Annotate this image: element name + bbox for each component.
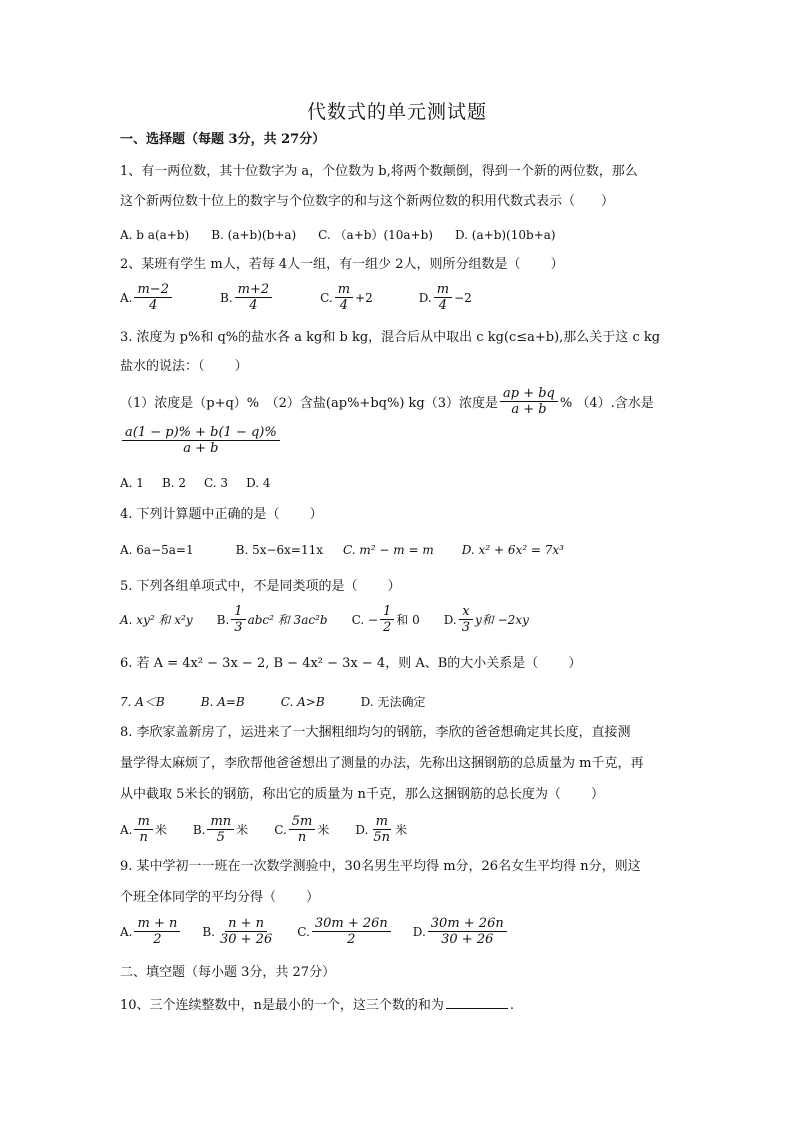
option-b: B. $\frac{1}{3}$ abc² 和 3ac²b	[216, 604, 328, 635]
question-1-options	[120, 226, 578, 243]
fraction: $\frac{1}{2}$	[380, 604, 394, 635]
question-3-items: （1）浓度是（p+q）% （2）含盐(ap%+bq%) kg（3）浓度是 $\frac{ap + bq}{a + b}$ % （4）.含水是	[120, 386, 654, 417]
fraction: $\frac{m}{n}$	[134, 814, 152, 845]
option-b: B. $\frac{mn}{5}$ 米	[192, 814, 249, 845]
option-d: D. $\frac{m}{4}$ −2	[418, 282, 472, 313]
question-10: 10、三个连续整数中，n是最小的一个，这三个数的和为 .	[120, 998, 515, 1013]
question-3-options	[120, 476, 293, 490]
question-2-text: 2、某班有学生 m人，若每 4人一组，有一组少 2人，则所分组数是（ ）	[120, 257, 564, 272]
option-a: A. xy² 和 x²y	[120, 613, 193, 627]
option-c: C. （a+b）(10a+b)	[318, 228, 433, 242]
fraction: $\frac{m}{4}$	[434, 282, 452, 313]
option-c: C. $\frac{30m + 26n}{2}$	[297, 916, 393, 947]
question-8-line-1: 8. 李欣家盖新房了，运进来了一大捆粗细均匀的钢筋，李欣的爸爸想确定其长度，直接测	[120, 725, 631, 740]
question-9-line-2: 个班全体同学的平均分得（ ）	[120, 890, 320, 905]
option-a: A. 6a−5a=1	[120, 543, 194, 557]
fraction: $\frac{m-2}{4}$	[134, 282, 172, 313]
option-c: C. 3	[204, 476, 229, 490]
question-8-line-3: 从中截取 5米长的钢筋，称出它的质量为 n千克，那么这捆钢筋的总长度为（ ）	[120, 787, 605, 802]
fraction: $\frac{1}{3}$	[231, 604, 245, 635]
fraction: $\frac{m}{5n}$	[373, 814, 391, 845]
option-b: B. A=B	[200, 694, 245, 709]
option-a: 7. A＜B	[120, 695, 165, 709]
answer-blank[interactable]	[446, 996, 508, 1009]
option-b: B. 5x−6x=11x	[235, 543, 324, 557]
question-8-options	[120, 814, 429, 845]
page-title: 代数式的单元测试题	[306, 101, 487, 123]
question-1-line-1: 1、有一两位数，其十位数字为 a，个位数为 b,将两个数颠倒，得到一个新的两位数，那么	[120, 164, 638, 179]
option-c: C. A>B	[280, 694, 325, 709]
question-5-options	[120, 604, 551, 635]
option-c: C. $\frac{m}{4}$ +2	[320, 282, 373, 313]
fraction: $\frac{m + n}{2}$	[134, 916, 180, 947]
option-d: D. $\frac{x}{3}$ y和 −2xy	[443, 604, 529, 635]
fraction: $\frac{x}{3}$	[459, 604, 473, 635]
question-4-options	[120, 543, 586, 557]
question-2-options	[120, 282, 494, 313]
fraction: $\frac{a(1 - p)\% + b(1 - q)\%}{a + b}$	[122, 425, 280, 456]
fraction: $\frac{5m}{n}$	[289, 814, 316, 845]
fraction: $\frac{ap + bq}{a + b}$	[500, 386, 558, 417]
option-d: D. $\frac{30m + 26n}{30 + 26}$	[413, 916, 509, 947]
option-b: B. 2	[161, 476, 187, 490]
question-3-line-1: 3. 浓度为 p%和 q%的盐水各 a kg和 b kg，混合后从中取出 c kg(c≤a+b),那么关于这 c kg	[120, 330, 661, 345]
fraction: $\frac{30m + 26n}{2}$	[312, 916, 391, 947]
fraction: $\frac{m}{4}$	[335, 282, 353, 313]
option-c: C. − $\frac{1}{2}$ 和 0	[351, 604, 420, 635]
option-c: C. $\frac{5m}{n}$ 米	[274, 814, 330, 845]
fraction: $\frac{mn}{5}$	[207, 814, 234, 845]
fraction: $\frac{m+2}{4}$	[235, 282, 273, 313]
option-a: A. $\frac{m-2}{4}$	[120, 282, 174, 313]
option-a: A. $\frac{m}{n}$ 米	[120, 814, 167, 845]
option-b: B. $\frac{m+2}{4}$	[220, 282, 274, 313]
option-d: D. $\frac{m}{5n}$ 米	[355, 814, 408, 845]
question-6-text: 6. 若 A = 4x² − 3x − 2, B − 4x² − 3x − 4，则 A、B的大小关系是（ ）	[120, 656, 582, 671]
question-1-line-2: 这个新两位数十位上的数字与个位数字的和与这个新两位数的积用代数式表示（ ）	[120, 194, 615, 209]
question-8-line-2: 量学得太麻烦了，李欣帮他爸爸想出了测量的办法，先称出这捆钢筋的总质量为 m千克，再	[120, 756, 644, 771]
option-b: B. (a+b)(b+a)	[211, 227, 297, 242]
question-5-text: 5. 下列各组单项式中，不是同类项的是（ ）	[120, 579, 401, 594]
option-a: A. $\frac{m + n}{2}$	[120, 916, 182, 947]
section-heading-fill-blank: 二、填空题（每小题 3分，共 27分）	[120, 965, 336, 980]
question-3-item-4-expression	[120, 425, 282, 456]
option-b: B. $\frac{n + n}{30 + 26}$	[202, 916, 277, 947]
option-a: A. 1	[120, 476, 144, 490]
question-9-options	[120, 916, 531, 947]
question-6-options	[120, 693, 448, 710]
option-a: A. b a(a+b)	[120, 227, 190, 242]
option-d: D. 4	[246, 476, 271, 490]
option-d: D. x² + 6x² = 7x³	[461, 543, 564, 557]
option-d: D. (a+b)(10b+a)	[454, 227, 556, 242]
section-heading-choice: 一、选择题（每题 3分，共 27分）	[120, 132, 326, 147]
question-4-text: 4. 下列计算题中正确的是（ ）	[120, 507, 323, 522]
option-d: D. 无法确定	[360, 695, 426, 709]
fraction: $\frac{n + n}{30 + 26}$	[219, 916, 273, 947]
question-9-line-1: 9. 某中学初一一班在一次数学测验中，30名男生平均得 m分，26名女生平均得 n分，则这	[120, 859, 641, 874]
question-3-line-2: 盐水的说法：（ ）	[120, 359, 248, 374]
option-c: C. m² − m = m	[343, 543, 434, 557]
fraction: $\frac{30m + 26n}{30 + 26}$	[428, 916, 507, 947]
